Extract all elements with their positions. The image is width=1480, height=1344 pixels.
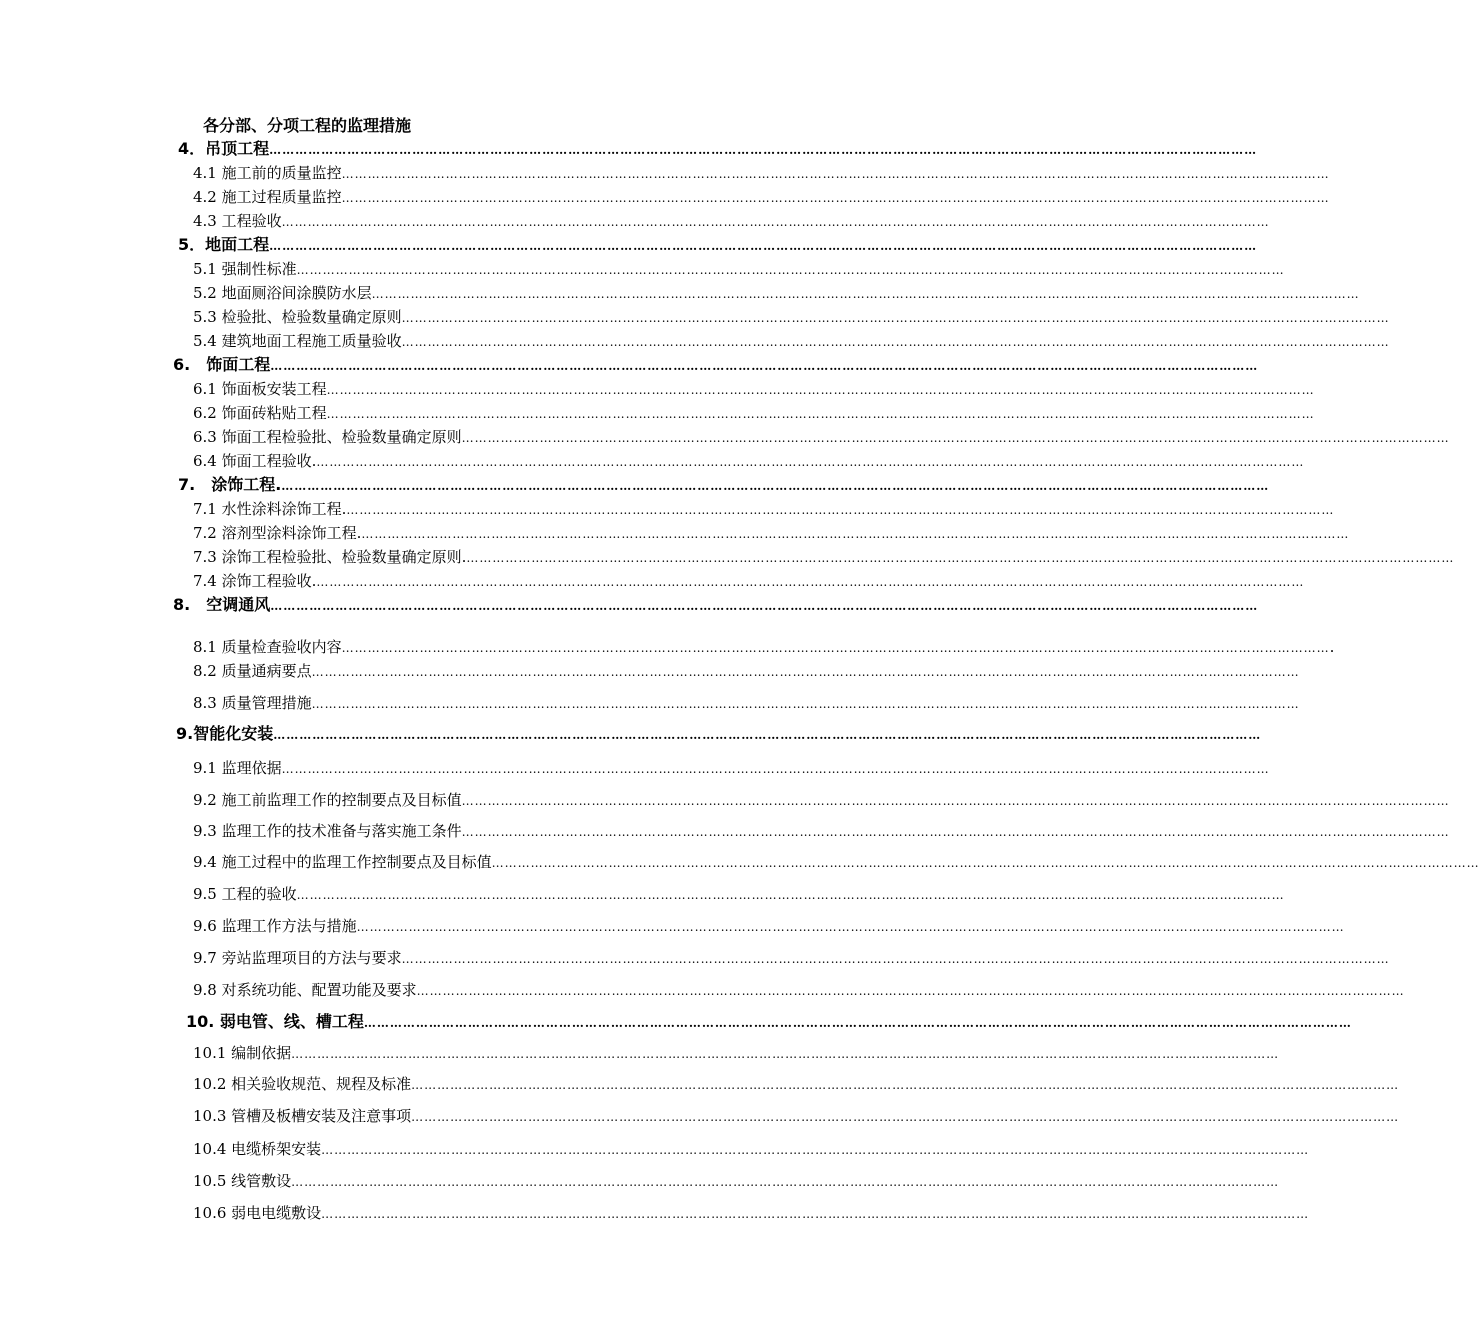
toc-subsection-entry bbox=[193, 162, 1330, 184]
toc-dot-leader: ………………………………………………………………………………………………………………………………………………………………………………………………………… bbox=[411, 1110, 1400, 1124]
toc-subsection-entry bbox=[193, 660, 1300, 682]
toc-dot-leader: ………………………………………………………………………………………………………………………………………………………………………………………………………… bbox=[401, 335, 1390, 349]
toc-dot-leader: ………………………………………………………………………………………………………………………………………………………………………………………………………… bbox=[401, 952, 1390, 966]
toc-entry-label: 10.4 电缆桥架安装 bbox=[193, 1140, 322, 1158]
toc-subsection-entry bbox=[193, 402, 1315, 424]
toc-dot-leader: ………………………………………………………………………………………………………………………………………………………………………………………………………… bbox=[341, 167, 1330, 181]
toc-subsection-entry bbox=[193, 426, 1450, 448]
toc-dot-leader: ………………………………………………………………………………………………………………………………………………………………………………………………………… bbox=[311, 697, 1300, 711]
toc-subsection-entry bbox=[193, 915, 1345, 937]
toc-entry-label: 7.3 涂饰工程检验批、检验数量确定原则. bbox=[193, 548, 467, 566]
toc-entry-label: 9.2 施工前监理工作的控制要点及目标值 bbox=[193, 791, 462, 809]
toc-subsection-entry bbox=[193, 378, 1315, 400]
toc-dot-leader: ………………………………………………………………………………………………………………………………………………………………………………………………………… bbox=[296, 888, 1285, 902]
toc-dot-leader: ………………………………………………………………………………………………………………………………………………………………………………………………………… bbox=[321, 1143, 1310, 1157]
toc-entry-label: 10. 弱电管、线、槽工程 bbox=[186, 1012, 364, 1031]
toc-entry-tail: . bbox=[1329, 638, 1335, 656]
toc-subsection-entry bbox=[193, 1073, 1400, 1095]
toc-entry-label: 4.3 工程验收 bbox=[193, 212, 282, 230]
toc-entry-label: 6.3 饰面工程检验批、检验数量确定原则 bbox=[193, 428, 462, 446]
toc-entry-label: 7. 涂饰工程. bbox=[178, 475, 282, 494]
toc-entry-label: 6.2 饰面砖粘贴工程 bbox=[193, 404, 327, 422]
toc-dot-leader: ………………………………………………………………………………………………………………………………………………………………………………………………………… bbox=[291, 1047, 1280, 1061]
toc-subsection-entry bbox=[193, 282, 1360, 304]
toc-subsection-entry bbox=[193, 498, 1335, 520]
toc-title: 各分部、分项工程的监理措施 bbox=[203, 116, 412, 135]
toc-entry-label: 9.智能化安装 bbox=[176, 724, 274, 743]
toc-dot-leader: ………………………………………………………………………………………………………………………………………………………………………………………………………… bbox=[273, 728, 1262, 742]
toc-dot-leader: ………………………………………………………………………………………………………………………………………………………………………………………………………… bbox=[291, 1175, 1280, 1189]
toc-entry-label: 10.2 相关验收规范、规程及标准 bbox=[193, 1075, 412, 1093]
toc-entry-label: 10.3 管槽及板槽安装及注意事项 bbox=[193, 1107, 412, 1125]
toc-entry-label: 9.5 工程的验收 bbox=[193, 885, 297, 903]
toc-dot-leader: ………………………………………………………………………………………………………………………………………………………………………………………………………… bbox=[371, 287, 1360, 301]
toc-subsection-entry bbox=[193, 692, 1300, 714]
toc-entry-label: 5．地面工程 bbox=[178, 235, 270, 254]
toc-dot-leader: ………………………………………………………………………………………………………………………………………………………………………………………………………… bbox=[269, 239, 1258, 253]
toc-section-entry bbox=[186, 1011, 1352, 1033]
toc-dot-leader: ………………………………………………………………………………………………………………………………………………………………………………………………………… bbox=[346, 503, 1335, 517]
toc-dot-leader: ………………………………………………………………………………………………………………………………………………………………………………………………………… bbox=[311, 665, 1300, 679]
toc-dot-leader: ………………………………………………………………………………………………………………………………………………………………………………………………………… bbox=[341, 191, 1330, 205]
toc-entry-label: 8.3 质量管理措施 bbox=[193, 694, 312, 712]
toc-dot-leader: ………………………………………………………………………………………………………………………………………………………………………………………………………… bbox=[416, 984, 1405, 998]
toc-subsection-entry bbox=[193, 851, 1480, 873]
toc-subsection-entry bbox=[193, 258, 1285, 280]
toc-entry-label: 9.3 监理工作的技术准备与落实施工条件 bbox=[193, 822, 462, 840]
toc-section-entry bbox=[173, 354, 1259, 376]
toc-entry-label: 9.1 监理依据 bbox=[193, 759, 282, 777]
toc-dot-leader: ………………………………………………………………………………………………………………………………………………………………………………………………………… bbox=[270, 599, 1259, 613]
toc-dot-leader: ………………………………………………………………………………………………………………………………………………………………………………………………………… bbox=[411, 1078, 1400, 1092]
toc-dot-leader: ………………………………………………………………………………………………………………………………………………………………………………………………………… bbox=[281, 762, 1270, 776]
toc-section-entry bbox=[173, 594, 1259, 616]
toc-dot-leader: ………………………………………………………………………………………………………………………………………………………………………………………………………… bbox=[326, 383, 1315, 397]
toc-entry-label: 10.1 编制依据 bbox=[193, 1044, 292, 1062]
toc-dot-leader: ………………………………………………………………………………………………………………………………………………………………………………………………………… bbox=[341, 641, 1330, 655]
toc-subsection-entry bbox=[193, 546, 1455, 568]
toc-section-entry bbox=[176, 723, 1262, 745]
toc-entry-label: 9.7 旁站监理项目的方法与要求 bbox=[193, 949, 402, 967]
toc-entry-label: 4.2 施工过程质量监控 bbox=[193, 188, 342, 206]
toc-dot-leader: ………………………………………………………………………………………………………………………………………………………………………………………………………… bbox=[491, 856, 1480, 870]
toc-dot-leader: ………………………………………………………………………………………………………………………………………………………………………………………………………… bbox=[461, 794, 1450, 808]
toc-dot-leader: ………………………………………………………………………………………………………………………………………………………………………………………………………… bbox=[466, 551, 1455, 565]
toc-subsection-entry bbox=[193, 789, 1450, 811]
toc-subsection-entry bbox=[193, 330, 1390, 352]
toc-entry-label: 5.4 建筑地面工程施工质量验收 bbox=[193, 332, 402, 350]
toc-dot-leader: ………………………………………………………………………………………………………………………………………………………………………………………………………… bbox=[296, 263, 1285, 277]
toc-entry-label: 8.1 质量检查验收内容 bbox=[193, 638, 342, 656]
toc-dot-leader: ………………………………………………………………………………………………………………………………………………………………………………………………………… bbox=[321, 1207, 1310, 1221]
toc-dot-leader: ………………………………………………………………………………………………………………………………………………………………………………………………………… bbox=[281, 479, 1270, 493]
toc-subsection-entry bbox=[193, 883, 1285, 905]
toc-entry-label: 5.1 强制性标准 bbox=[193, 260, 297, 278]
toc-entry-label: 7.2 溶剂型涂料涂饰工程. bbox=[193, 524, 362, 542]
toc-section-entry bbox=[178, 474, 1270, 496]
toc-dot-leader: ………………………………………………………………………………………………………………………………………………………………………………………………………… bbox=[316, 575, 1305, 589]
toc-subsection-entry bbox=[193, 1042, 1280, 1064]
toc-entry-label: 9.4 施工过程中的监理工作控制要点及目标值 bbox=[193, 853, 492, 871]
toc-entry-label: 7.4 涂饰工程验收. bbox=[193, 572, 317, 590]
toc-entry-label: 5.2 地面厕浴间涂膜防水层 bbox=[193, 284, 372, 302]
toc-dot-leader: ………………………………………………………………………………………………………………………………………………………………………………………………………… bbox=[356, 920, 1345, 934]
toc-entry-label: 4.1 施工前的质量监控 bbox=[193, 164, 342, 182]
toc-entry-label: 4．吊顶工程 bbox=[178, 139, 270, 158]
toc-subsection-entry bbox=[193, 306, 1390, 328]
toc-dot-leader: ………………………………………………………………………………………………………………………………………………………………………………………………………… bbox=[361, 527, 1350, 541]
toc-dot-leader: ………………………………………………………………………………………………………………………………………………………………………………………………………… bbox=[316, 455, 1305, 469]
toc-entry-label: 6.1 饰面板安装工程 bbox=[193, 380, 327, 398]
toc-dot-leader: ………………………………………………………………………………………………………………………………………………………………………………………………………… bbox=[363, 1016, 1352, 1030]
toc-subsection-entry bbox=[193, 570, 1305, 592]
toc-dot-leader: ………………………………………………………………………………………………………………………………………………………………………………………………………… bbox=[326, 407, 1315, 421]
toc-entry-label: 6. 饰面工程 bbox=[173, 355, 271, 374]
toc-subsection-entry bbox=[193, 210, 1270, 232]
toc-subsection-entry bbox=[193, 636, 1335, 658]
toc-subsection-entry bbox=[193, 186, 1330, 208]
toc-entry-label: 6.4 饰面工程验收. bbox=[193, 452, 317, 470]
toc-subsection-entry bbox=[193, 1138, 1310, 1160]
toc-subsection-entry bbox=[193, 1105, 1400, 1127]
toc-subsection-entry bbox=[193, 820, 1450, 842]
toc-subsection-entry bbox=[193, 450, 1305, 472]
toc-entry-label: 5.3 检验批、检验数量确定原则 bbox=[193, 308, 402, 326]
toc-section-entry bbox=[178, 234, 1258, 256]
toc-subsection-entry bbox=[193, 1170, 1280, 1192]
toc-subsection-entry bbox=[193, 979, 1405, 1001]
toc-dot-leader: ………………………………………………………………………………………………………………………………………………………………………………………………………… bbox=[461, 825, 1450, 839]
toc-dot-leader: ………………………………………………………………………………………………………………………………………………………………………………………………………… bbox=[281, 215, 1270, 229]
toc-subsection-entry bbox=[193, 947, 1390, 969]
toc-dot-leader: ………………………………………………………………………………………………………………………………………………………………………………………………………… bbox=[401, 311, 1390, 325]
toc-subsection-entry bbox=[193, 757, 1270, 779]
toc-entry-label: 8.2 质量通病要点 bbox=[193, 662, 312, 680]
toc-entry-label: 9.6 监理工作方法与措施 bbox=[193, 917, 357, 935]
toc-section-entry bbox=[178, 138, 1258, 160]
toc-entry-label: 8. 空调通风 bbox=[173, 595, 271, 614]
toc-subsection-entry bbox=[193, 1202, 1310, 1224]
toc-dot-leader: ………………………………………………………………………………………………………………………………………………………………………………………………………… bbox=[269, 143, 1258, 157]
toc-entry-label: 10.5 线管敷设 bbox=[193, 1172, 292, 1190]
toc-dot-leader: ………………………………………………………………………………………………………………………………………………………………………………………………………… bbox=[270, 359, 1259, 373]
toc-subsection-entry bbox=[193, 522, 1350, 544]
toc-entry-label: 7.1 水性涂料涂饰工程. bbox=[193, 500, 347, 518]
toc-dot-leader: ………………………………………………………………………………………………………………………………………………………………………………………………………… bbox=[461, 431, 1450, 445]
toc-entry-label: 9.8 对系统功能、配置功能及要求 bbox=[193, 981, 417, 999]
toc-entry-label: 10.6 弱电电缆敷设 bbox=[193, 1204, 322, 1222]
